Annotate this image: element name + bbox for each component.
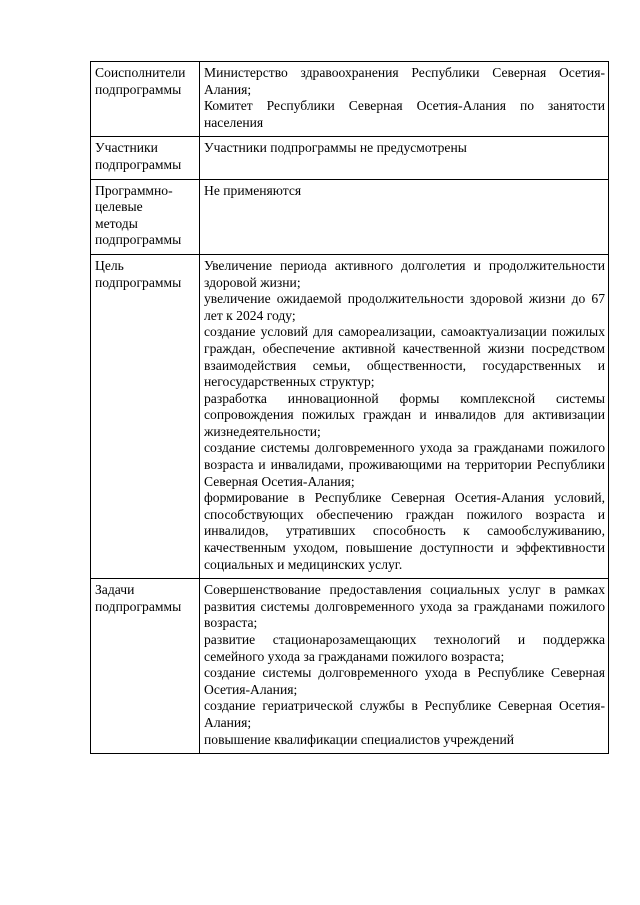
value-paragraph: создание системы долговременного ухода за гражданами пожилого возраста и инвалидами, проживающими на территории Республики Северная Осетия-Алания; [204, 440, 605, 489]
label-line: подпрограммы [95, 232, 182, 248]
subprogram-passport-table [90, 61, 609, 754]
label-line: подпрограммы [95, 81, 182, 97]
label-line: Программно- [95, 182, 173, 198]
value-paragraph: Министерство здравоохранения Республики Северная Осетия-Алания; [204, 65, 605, 97]
row-goal [91, 254, 609, 578]
value-paragraph: формирование в Республике Северная Осетия-Алания условий, способствующих обеспечению граждан пожилого возраста и инвалидов, утративших способность к самообслуживанию, качественным уходом, повышение доступности и эффективности социальных и медицинских услуг. [204, 490, 605, 572]
value-paragraph: Совершенствование предоставления социальных услуг в рамках развития системы долговременного ухода за гражданами пожилого возраста; [204, 582, 605, 631]
row-participants [91, 137, 609, 179]
value-paragraph: разработка инновационной формы комплексной системы сопровождения пожилых граждан и инвалидов для активизации жизнедеятельности; [204, 390, 605, 439]
label-line: подпрограммы [95, 274, 182, 290]
row-label [91, 254, 200, 578]
label-line: целевые [95, 199, 143, 215]
row-tasks [91, 579, 609, 754]
row-value [200, 579, 609, 754]
value-paragraph: Увеличение периода активного долголетия и продолжительности здоровой жизни; [204, 257, 605, 290]
row-value [200, 179, 609, 254]
label-line: Задачи [95, 582, 135, 598]
label-line: Цель [95, 257, 124, 273]
value-paragraph: развитие стационарозамещающих технологий и поддержка семейного ухода за гражданами пожилого возраста; [204, 632, 605, 664]
row-value [200, 137, 609, 179]
label-line: подпрограммы [95, 156, 182, 172]
value-paragraph: Участники подпрограммы не предусмотрены [204, 140, 467, 156]
value-paragraph: создание системы долговременного ухода в Республике Северная Осетия-Алания; [204, 665, 605, 697]
value-paragraph: увеличение ожидаемой продолжительности здоровой жизни до 67 лет к 2024 году; [204, 291, 605, 323]
label-line: подпрограммы [95, 598, 182, 614]
row-co-executors [91, 62, 609, 137]
row-label [91, 137, 200, 179]
row-methods [91, 179, 609, 254]
label-line: Участники [95, 140, 158, 156]
value-paragraph: создание гериатрической службы в Республике Северная Осетия-Алания; [204, 698, 605, 730]
row-value [200, 254, 609, 578]
row-value [200, 62, 609, 137]
label-line: методы [95, 215, 138, 231]
value-paragraph: повышение квалификации специалистов учреждений [204, 731, 515, 747]
value-paragraph: создание условий для самореализации, самоактуализации пожилых граждан, обеспечение активной качественной жизни посредством взаимодействия семьи, общественности, государственных и негосударственных структур; [204, 324, 605, 390]
value-paragraph: Комитет Республики Северная Осетия-Алания по занятости населения [204, 98, 605, 130]
row-label [91, 62, 200, 137]
row-label [91, 179, 200, 254]
label-line: Соисполнители [95, 65, 186, 80]
row-label [91, 579, 200, 754]
value-paragraph: Не применяются [204, 182, 302, 198]
